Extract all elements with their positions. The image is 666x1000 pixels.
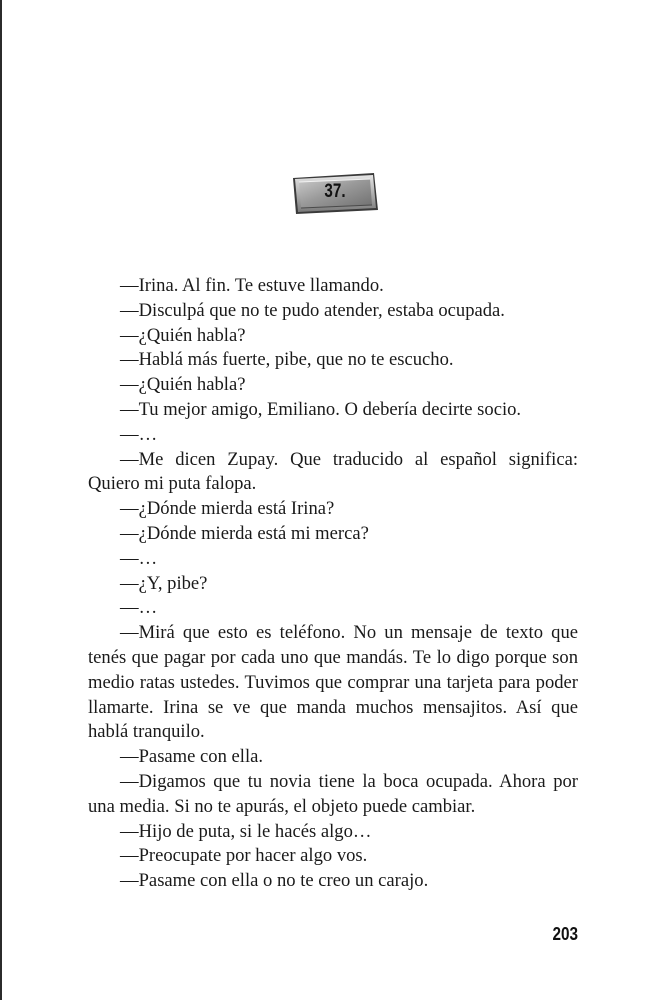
dialogue-line: —… [120, 423, 158, 445]
page-number: 203 [552, 924, 578, 944]
dialogue-line: —Pasame con ella o no te creo un carajo. [120, 870, 429, 892]
page-edge [0, 0, 2, 1000]
dialogue-line: —Disculpá que no te pudo atender, estaba ocupada. [120, 299, 505, 321]
dialogue-line: —Tu mejor amigo, Emiliano. O debería decirte socio. [120, 398, 522, 420]
dialogue-line: —¿Quién habla? [120, 324, 246, 346]
dialogue-line: —… [120, 547, 158, 569]
dialogue-line: —Hijo de puta, si le hacés algo… [120, 820, 372, 842]
dialogue-line: —¿Quién habla? [120, 374, 246, 396]
dialogue-line: —Preocupate por hacer algo vos. [120, 845, 368, 867]
dialogue-line: —¿Dónde mierda está Irina? [120, 498, 335, 520]
dialogue-text [88, 274, 578, 894]
dialogue-line: —Pasame con ella. [120, 746, 264, 768]
dialogue-line: —¿Y, pibe? [120, 572, 208, 594]
dialogue-line: —Hablá más fuerte, pibe, que no te escucho. [120, 349, 454, 371]
dialogue-line: —Mirá que esto es teléfono. No un mensaje de texto que tenés que pagar por cada uno que mandás. Te lo digo porque son medio ratas ustedes. Tuvimos que comprar una tarjeta para poder llamarte. Irina se ve que manda muchos mensajitos. Así que hablá tranquilo. [88, 622, 578, 743]
dialogue-line: —Digamos que tu novia tiene la boca ocupada. Ahora por una media. Si no te apurás, el objeto puede cambiar. [88, 770, 578, 817]
dialogue-line: —Me dicen Zupay. Que traducido al español significa: Quiero mi puta falopa. [88, 448, 578, 495]
dialogue-line: —… [120, 597, 158, 619]
dialogue-line: —Irina. Al fin. Te estuve llamando. [120, 275, 384, 296]
chapter-number: 37. [324, 181, 346, 202]
dialogue-line: —¿Dónde mierda está mi merca? [120, 522, 369, 544]
chapter-badge [290, 170, 380, 216]
